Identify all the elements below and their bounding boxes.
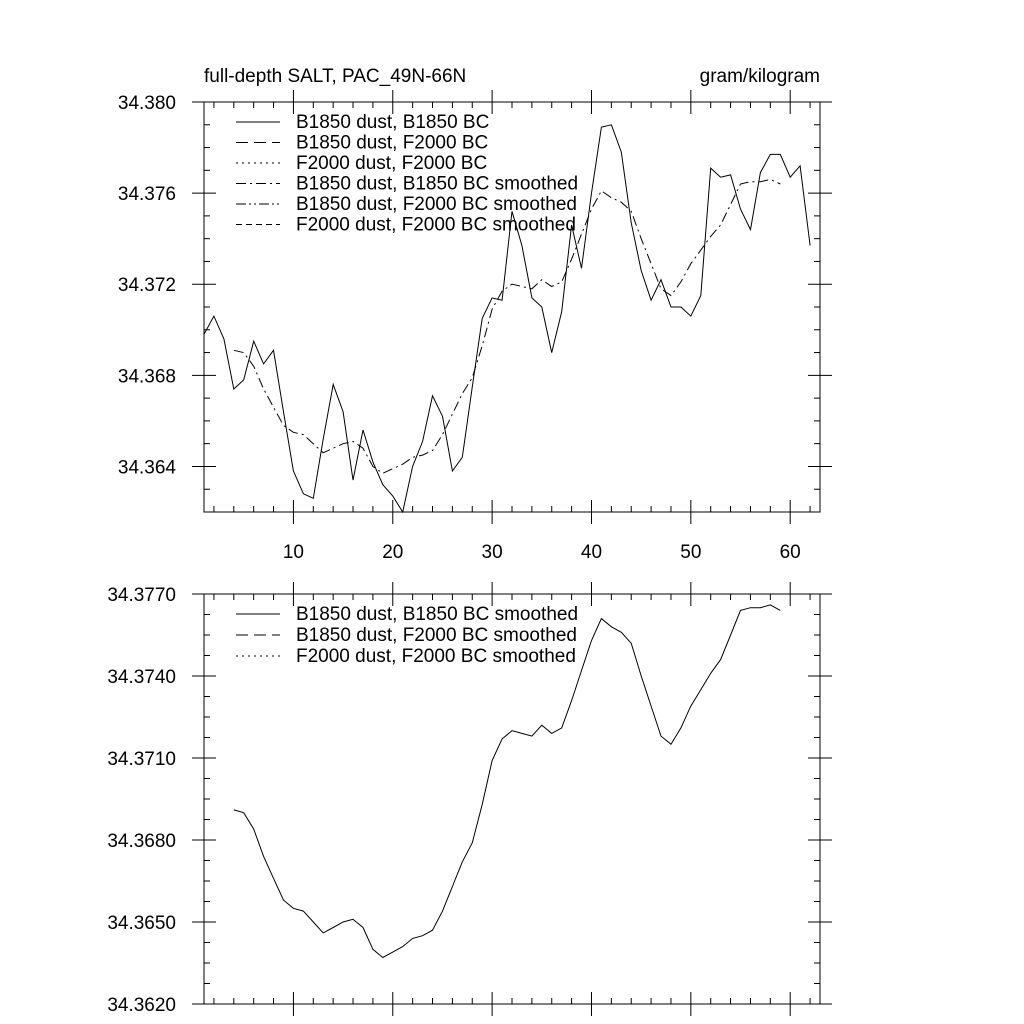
bottom-legend-label: F2000 dust, F2000 BC smoothed bbox=[296, 646, 576, 667]
top-legend-label: B1850 dust, B1850 BC bbox=[296, 112, 490, 133]
top-xtick-label: 20 bbox=[382, 542, 404, 563]
top-ytick-label: 34.368 bbox=[117, 366, 176, 388]
top-legend-label: F2000 dust, F2000 BC bbox=[296, 153, 488, 174]
top-panel bbox=[118, 66, 832, 563]
top-xtick-label: 10 bbox=[282, 542, 304, 563]
top-xtick-label: 40 bbox=[580, 542, 603, 563]
bottom-panel bbox=[107, 582, 832, 1016]
top-panel-title: full-depth SALT, PAC_49N-66N bbox=[204, 66, 467, 87]
top-legend-label: F2000 dust, F2000 BC smoothed bbox=[296, 214, 576, 236]
top-xtick-label: 60 bbox=[779, 542, 801, 563]
top-xtick-label: 30 bbox=[481, 542, 503, 563]
top-ytick-label: 34.376 bbox=[117, 184, 176, 206]
bottom-ytick-label: 34.3650 bbox=[107, 913, 176, 934]
top-legend-label: B1850 dust, F2000 BC smoothed bbox=[296, 194, 577, 215]
top-ytick-label: 34.380 bbox=[117, 93, 176, 114]
bottom-legend-label: B1850 dust, F2000 BC smoothed bbox=[296, 625, 577, 646]
top-ytick-label: 34.372 bbox=[117, 275, 176, 297]
top-legend-label: B1850 dust, F2000 BC bbox=[296, 132, 489, 154]
bottom-ytick-label: 34.3740 bbox=[107, 667, 176, 688]
top-panel-units: gram/kilogram bbox=[699, 66, 820, 87]
top-ytick-label: 34.364 bbox=[117, 457, 176, 479]
bottom-ytick-label: 34.3770 bbox=[107, 585, 176, 606]
bottom-ytick-label: 34.3710 bbox=[107, 749, 176, 770]
top-legend-label: B1850 dust, B1850 BC smoothed bbox=[296, 173, 579, 195]
bottom-legend-label: B1850 dust, B1850 BC smoothed bbox=[296, 604, 579, 625]
top-xtick-label: 50 bbox=[680, 542, 702, 563]
bottom-ytick-label: 34.3620 bbox=[107, 995, 176, 1016]
bottom-ytick-label: 34.3680 bbox=[107, 831, 176, 852]
